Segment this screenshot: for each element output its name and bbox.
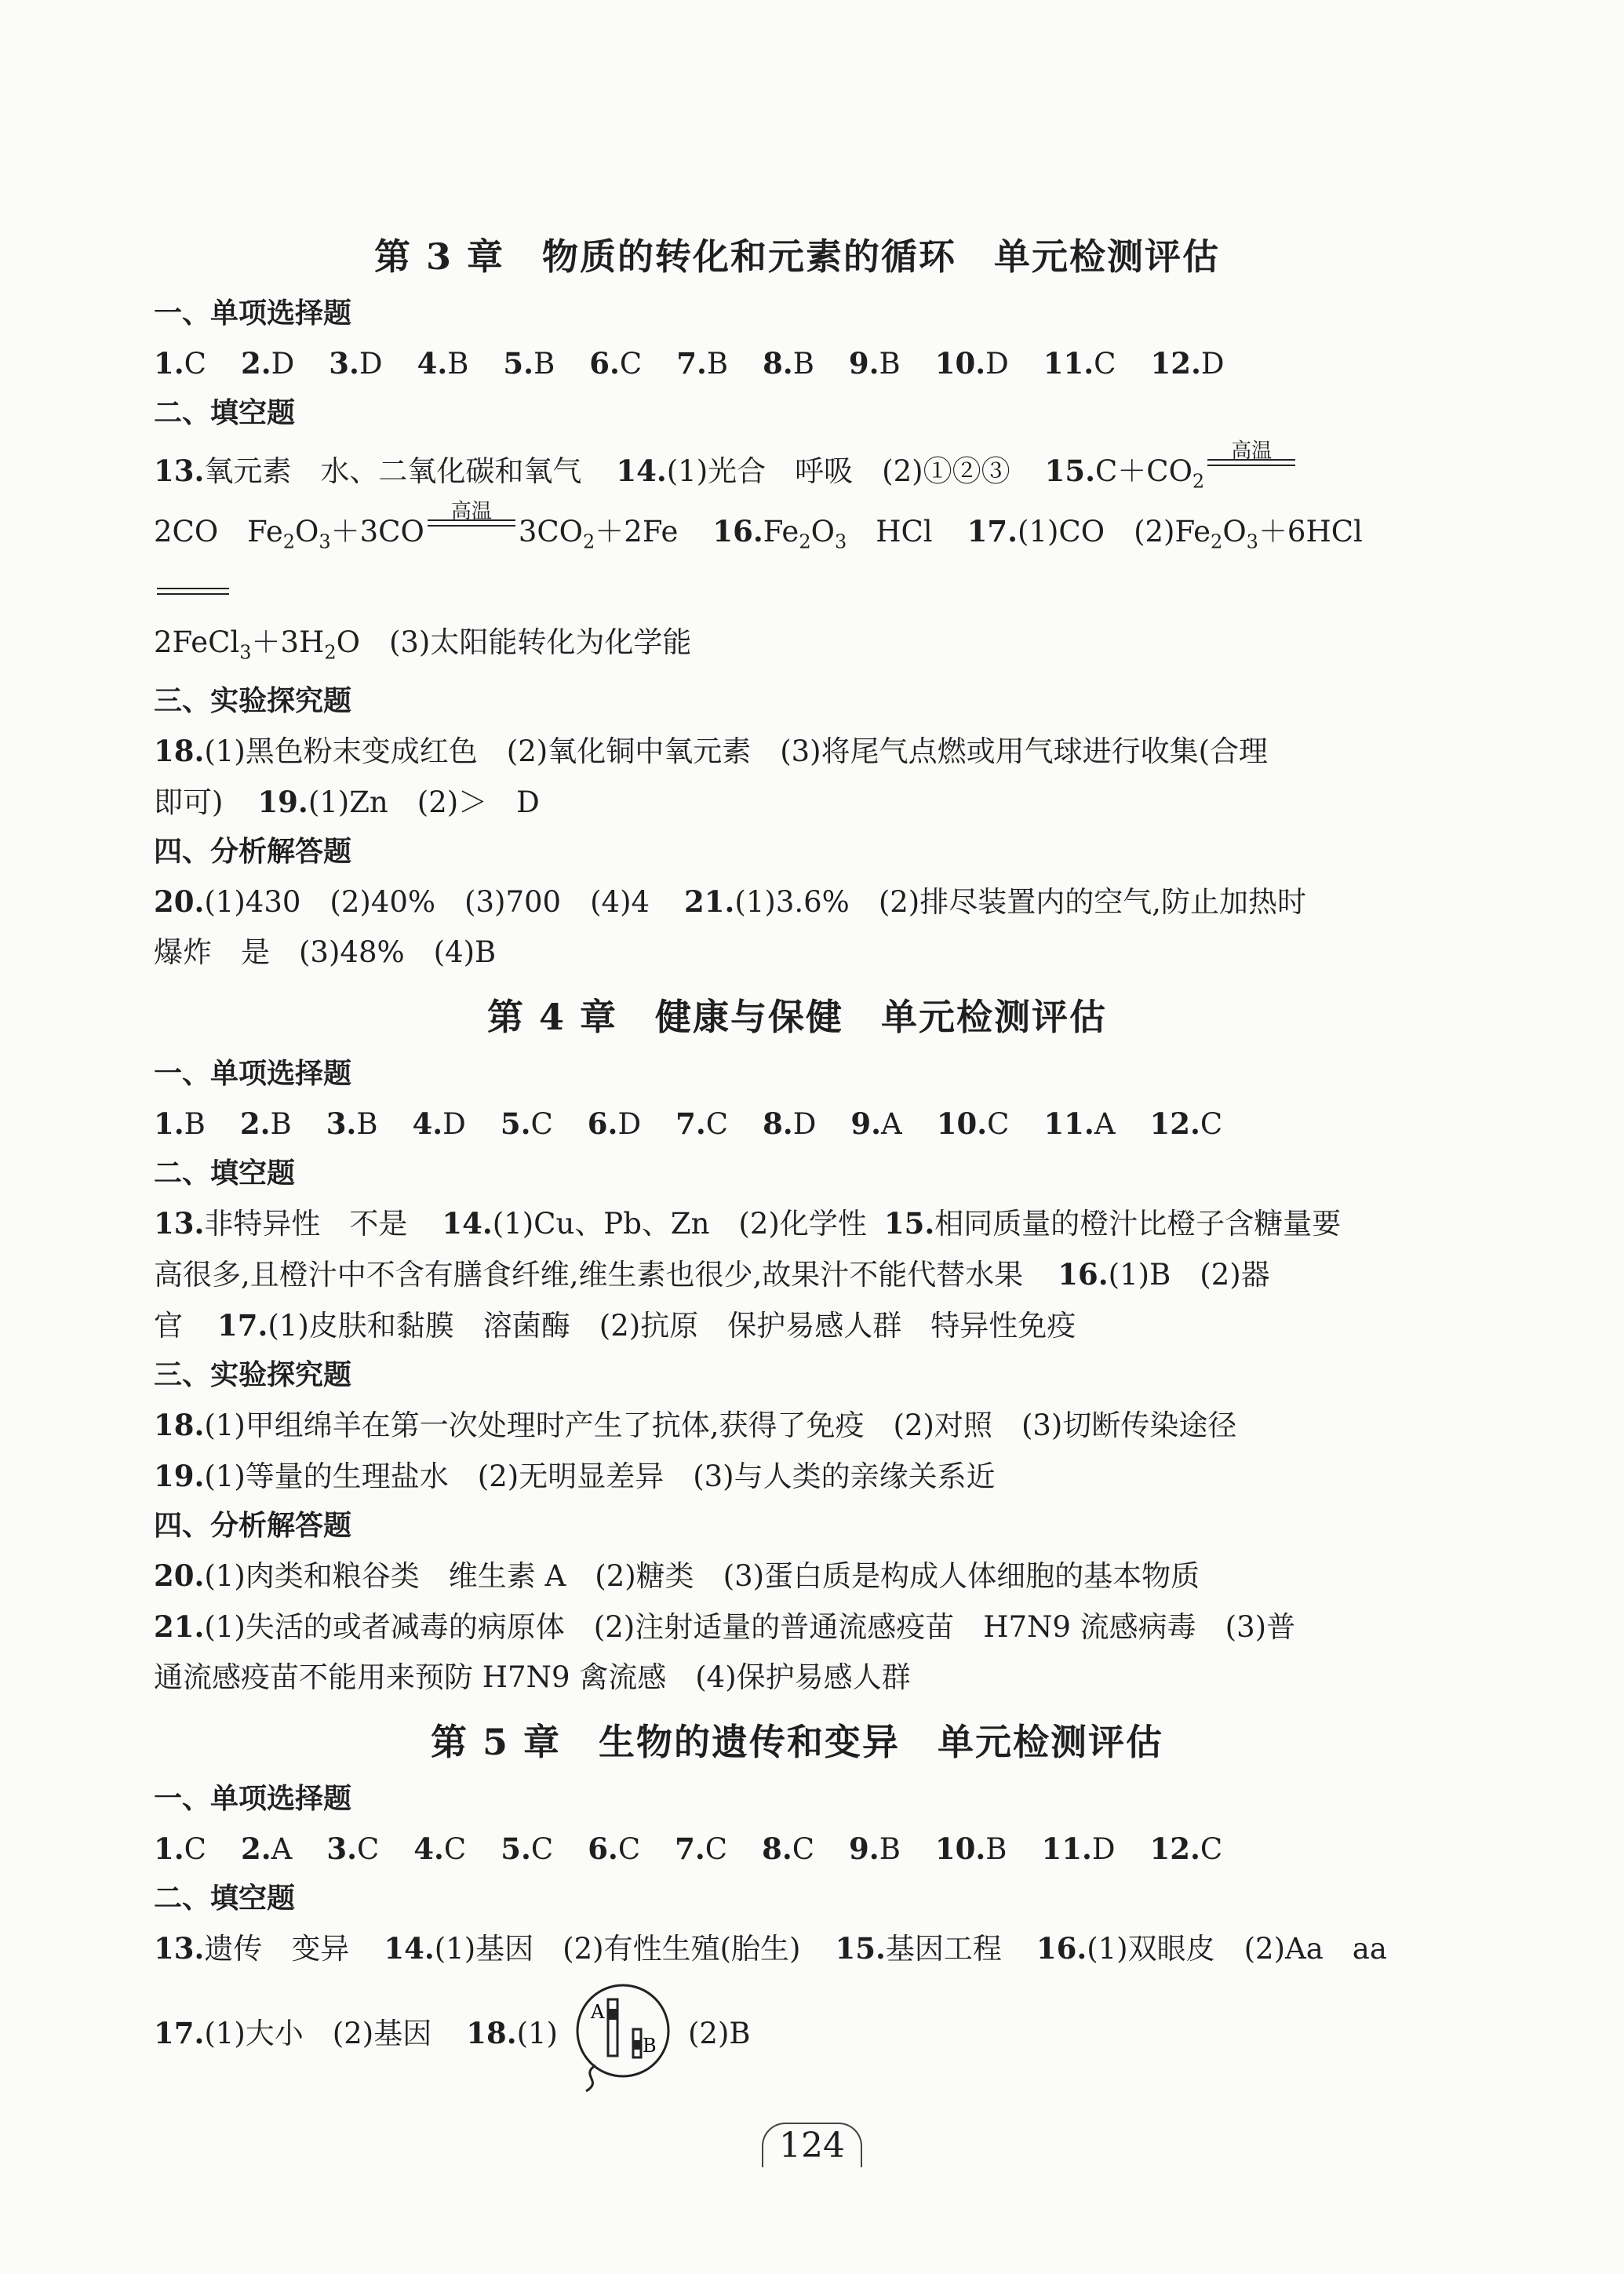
section-heading: 一、单项选择题 — [154, 1783, 352, 1816]
answer-line: 17.(1)大小 (2)基因 18.(1) A B (2)B — [154, 1974, 1440, 2084]
answer-line: 爆炸 是 (3)48% (4)B — [154, 935, 497, 970]
section-heading: 一、单项选择题 — [154, 297, 352, 330]
section-heading: 一、单项选择题 — [154, 1058, 352, 1091]
section-heading: 三、实验探究题 — [154, 1359, 352, 1392]
allele-label: A — [591, 2000, 605, 2023]
answer-line: 21.(1)失活的或者减毒的病原体 (2)注射适量的普通流感疫苗 H7N9 流感病毒 (3)普 — [154, 1609, 1296, 1645]
answer-line: 18.(1)黑色粉末变成红色 (2)氧化铜中氧元素 (3)将尾气点燃或用气球进行收集(合理 — [154, 734, 1269, 769]
answer-line: $2FeCl_3+3H_2O$ (3)太阳能转化为化学能 — [154, 625, 692, 664]
answer-line: 1.B 2.B 3.B 4.D 5.C 6.D 7.C 8.D 9.A 10.C 11.A 12.C — [154, 1106, 1223, 1142]
answer-line: 通流感疫苗不能用来预防 H7N9 禽流感 (4)保护易感人群 — [154, 1660, 911, 1695]
section-heading: 三、实验探究题 — [154, 685, 352, 718]
page-number: 124 — [0, 2123, 1624, 2167]
answer-line: 即可) 19.(1)Zn (2)＞ D — [154, 785, 540, 820]
answer-line: 1.C 2.A 3.C 4.C 5.C 6.C 7.C 8.C 9.B 10.B 11.D 12.C — [154, 1831, 1223, 1867]
answer-line: 13.氧元素 水、二氧化碳和氧气 14.(1)光合 呼吸 (2)①②③ $15.C+CO_2$ 高温 — [154, 446, 1440, 506]
answer-page — [154, 224, 1440, 2084]
answer-line: 高很多,且橙汁中不含有膳食纤维,维生素也很少,故果汁不能代替水果 16.(1)B (2)器 — [154, 1257, 1270, 1292]
cell-diagram — [564, 1977, 682, 2095]
chapter-4-title: 第 4 章 健康与保健 单元检测评估 — [486, 996, 1108, 1039]
answer-line: 18.(1)甲组绵羊在第一次处理时产生了抗体,获得了免疫 (2)对照 (3)切断传染途径 — [154, 1408, 1237, 1443]
answer-line: 1.C 2.D 3.D 4.B 5.B 6.C 7.B 8.B 9.B 10.D 11.C 12.D — [154, 346, 1225, 381]
chapter-3-title: 第 3 章 物质的转化和元素的循环 单元检测评估 — [373, 235, 1221, 278]
answer-line: 13.遗传 变异 14.(1)基因 (2)有性生殖(胎生) 15.基因工程 16.(1)双眼皮 (2)Aa aa — [154, 1931, 1387, 1966]
answer-line: 官 17.(1)皮肤和黏膜 溶菌酶 (2)抗原 保护易感人群 特异性免疫 — [154, 1308, 1076, 1343]
condition-mark: 高温 — [424, 513, 519, 541]
answer-line: 2CO $Fe_2O_3+3CO$ 高温 $3CO_2+2Fe$ $16.Fe_2O_3$ HCl 17.(1)CO $(2)Fe_2O_3+6HCl$ — [154, 506, 1440, 617]
answer-line: 13.非特异性 不是 14.(1)Cu、Pb、Zn (2)化学性 15.相同质量的橙汁比橙子含糖量要 — [154, 1206, 1342, 1241]
condition-mark: 高温 — [1204, 453, 1298, 481]
allele-label: B — [643, 2034, 657, 2057]
section-heading: 四、分析解答题 — [154, 836, 352, 869]
answer-line: 20.(1)肉类和粮谷类 维生素 A (2)糖类 (3)蛋白质是构成人体细胞的基本物质 — [154, 1558, 1200, 1594]
answer-line: 19.(1)等量的生理盐水 (2)无明显差异 (3)与人类的亲缘关系近 — [154, 1459, 996, 1494]
section-heading: 二、填空题 — [154, 397, 296, 429]
equals-mark — [154, 586, 232, 602]
section-heading: 四、分析解答题 — [154, 1510, 352, 1543]
chapter-5-title: 第 5 章 生物的遗传和变异 单元检测评估 — [430, 1721, 1164, 1764]
answer-line: 20.(1)430 (2)40% (3)700 (4)4 21.(1)3.6% (2)排尽装置内的空气,防止加热时 — [154, 884, 1307, 920]
section-heading: 二、填空题 — [154, 1157, 296, 1190]
section-heading: 二、填空题 — [154, 1882, 296, 1915]
